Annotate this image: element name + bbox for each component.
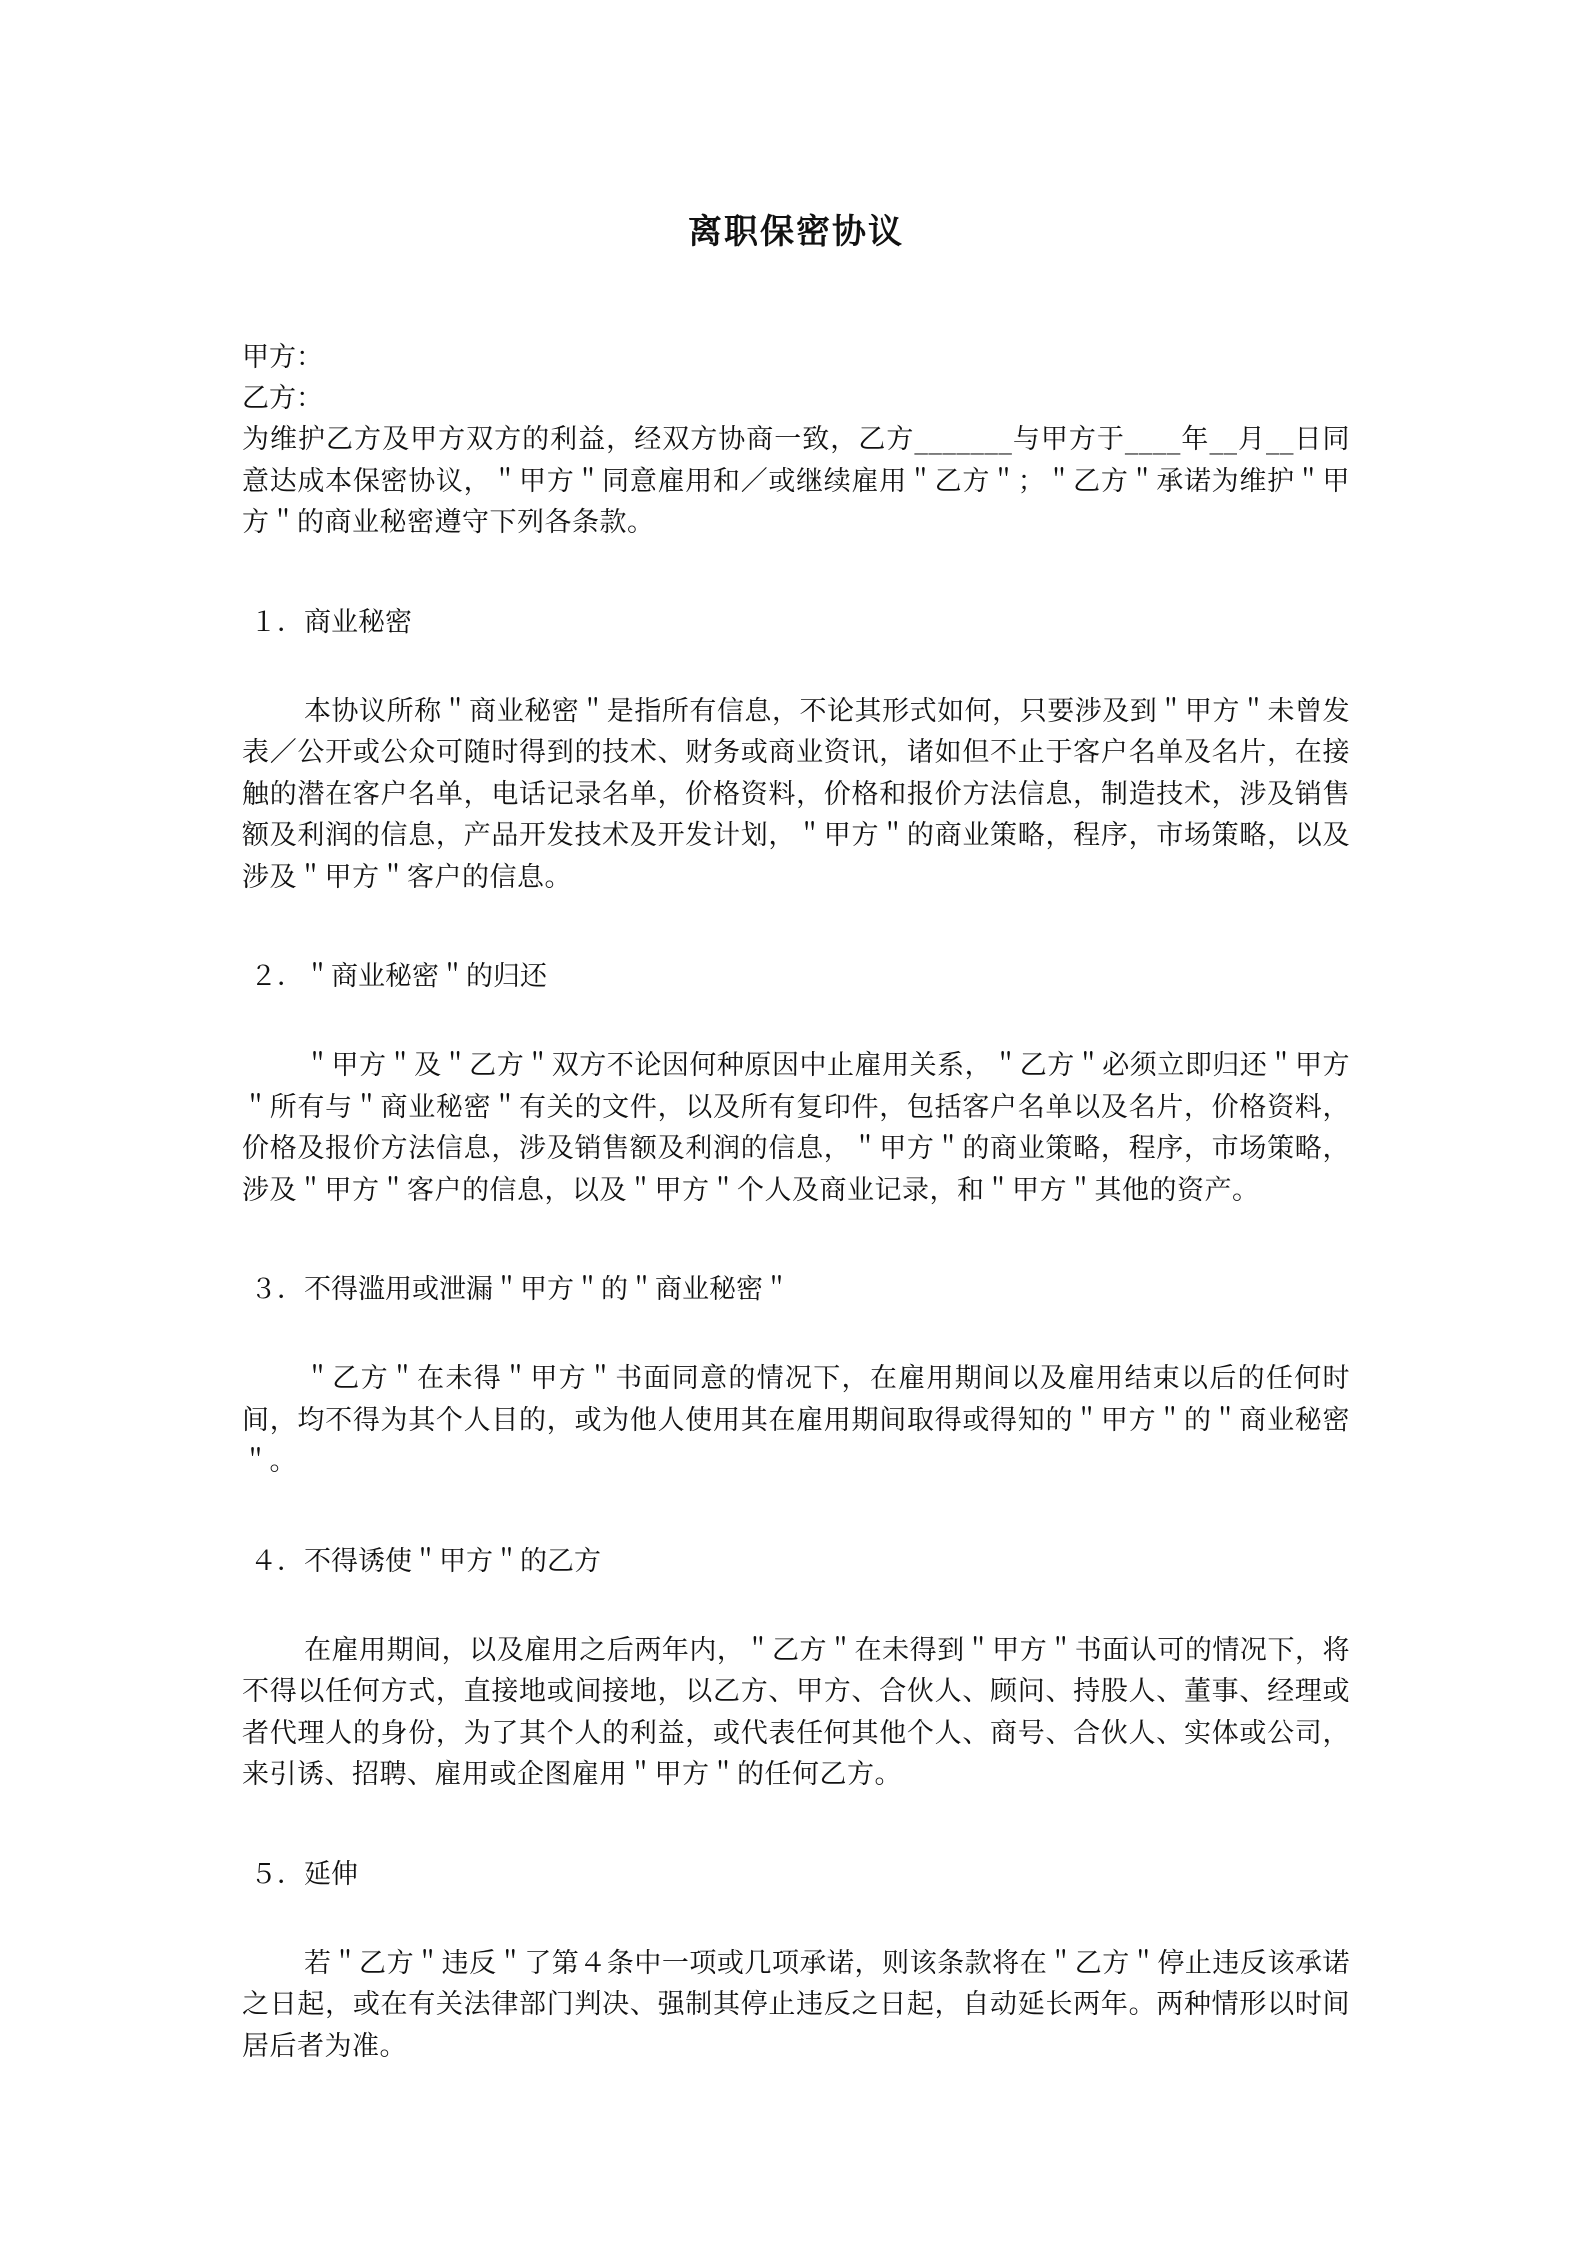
party-a-label: 甲方： <box>242 342 323 373</box>
party-b-label: 乙方： <box>242 383 323 414</box>
section-body: ＂乙方＂在未得＂甲方＂书面同意的情况下，在雇用期间以及雇用结束以后的任何时间，均不得为其个人目的，或为他人使用其在雇用期间取得或得知的＂甲方＂的＂商业秘密＂。 <box>242 1363 1350 1477</box>
document-title: 离职保密协议 <box>688 212 904 252</box>
section-4 <box>242 1541 1350 1796</box>
section-body: 若＂乙方＂违反＂了第４条中一项或几项承诺，则该条款将在＂乙方＂停止违反该承诺之日起，或在有关法律部门判决、强制其停止违反之日起，自动延长两年。两种情形以时间居后者为准。 <box>242 1947 1350 2062</box>
section-heading: ４．不得诱使＂甲方＂的乙方 <box>250 1545 601 1577</box>
section-body: 在雇用期间，以及雇用之后两年内，＂乙方＂在未得到＂甲方＂书面认可的情况下，将不得以任何方式，直接地或间接地，以乙方、甲方、合伙人、顾问、持股人、董事、经理或者代理人的身份，为了其个人的利益，或代表任何其他个人、商号、合伙人、实体或公司，来引诱、招聘、雇用或企图雇用＂甲方＂的任何乙方。 <box>242 1634 1350 1790</box>
agreement-intro: 为维护乙方及甲方双方的利益，经双方协商一致，乙方_______与甲方于____年__月__日同意达成本保密协议，＂甲方＂同意雇用和／或继续雇用＂乙方＂；＂乙方＂承诺为维护＂甲方＂的商业秘密遵守下列各条款。 <box>242 424 1350 538</box>
section-5 <box>242 1854 1350 2068</box>
section-body: ＂甲方＂及＂乙方＂双方不论因何种原因中止雇用关系，＂乙方＂必须立即归还＂甲方＂所有与＂商业秘密＂有关的文件，以及所有复印件，包括客户名单以及名片，价格资料，价格及报价方法信息，涉及销售额及利润的信息，＂甲方＂的商业策略，程序，市场策略，涉及＂甲方＂客户的信息，以及＂甲方＂个人及商业记录，和＂甲方＂其他的资产。 <box>242 1050 1350 1206</box>
section-heading: １．商业秘密 <box>250 606 412 638</box>
section-body: 本协议所称＂商业秘密＂是指所有信息，不论其形式如何，只要涉及到＂甲方＂未曾发表／公开或公众可随时得到的技术、财务或商业资讯，诸如但不止于客户名单及名片，在接触的潜在客户名单，电话记录名单，价格资料，价格和报价方法信息，制造技术，涉及销售额及利润的信息，产品开发技术及开发计划，＂甲方＂的商业策略，程序，市场策略，以及涉及＂甲方＂客户的信息。 <box>242 695 1350 893</box>
section-3 <box>242 1269 1350 1483</box>
section-heading: ５．延伸 <box>250 1858 358 1890</box>
section-1 <box>242 602 1350 899</box>
section-heading: ３．不得滥用或泄漏＂甲方＂的＂商业秘密＂ <box>250 1274 790 1305</box>
section-heading: ２．＂商业秘密＂的归还 <box>250 961 547 992</box>
section-2 <box>242 956 1350 1211</box>
document-content <box>242 205 1350 2067</box>
